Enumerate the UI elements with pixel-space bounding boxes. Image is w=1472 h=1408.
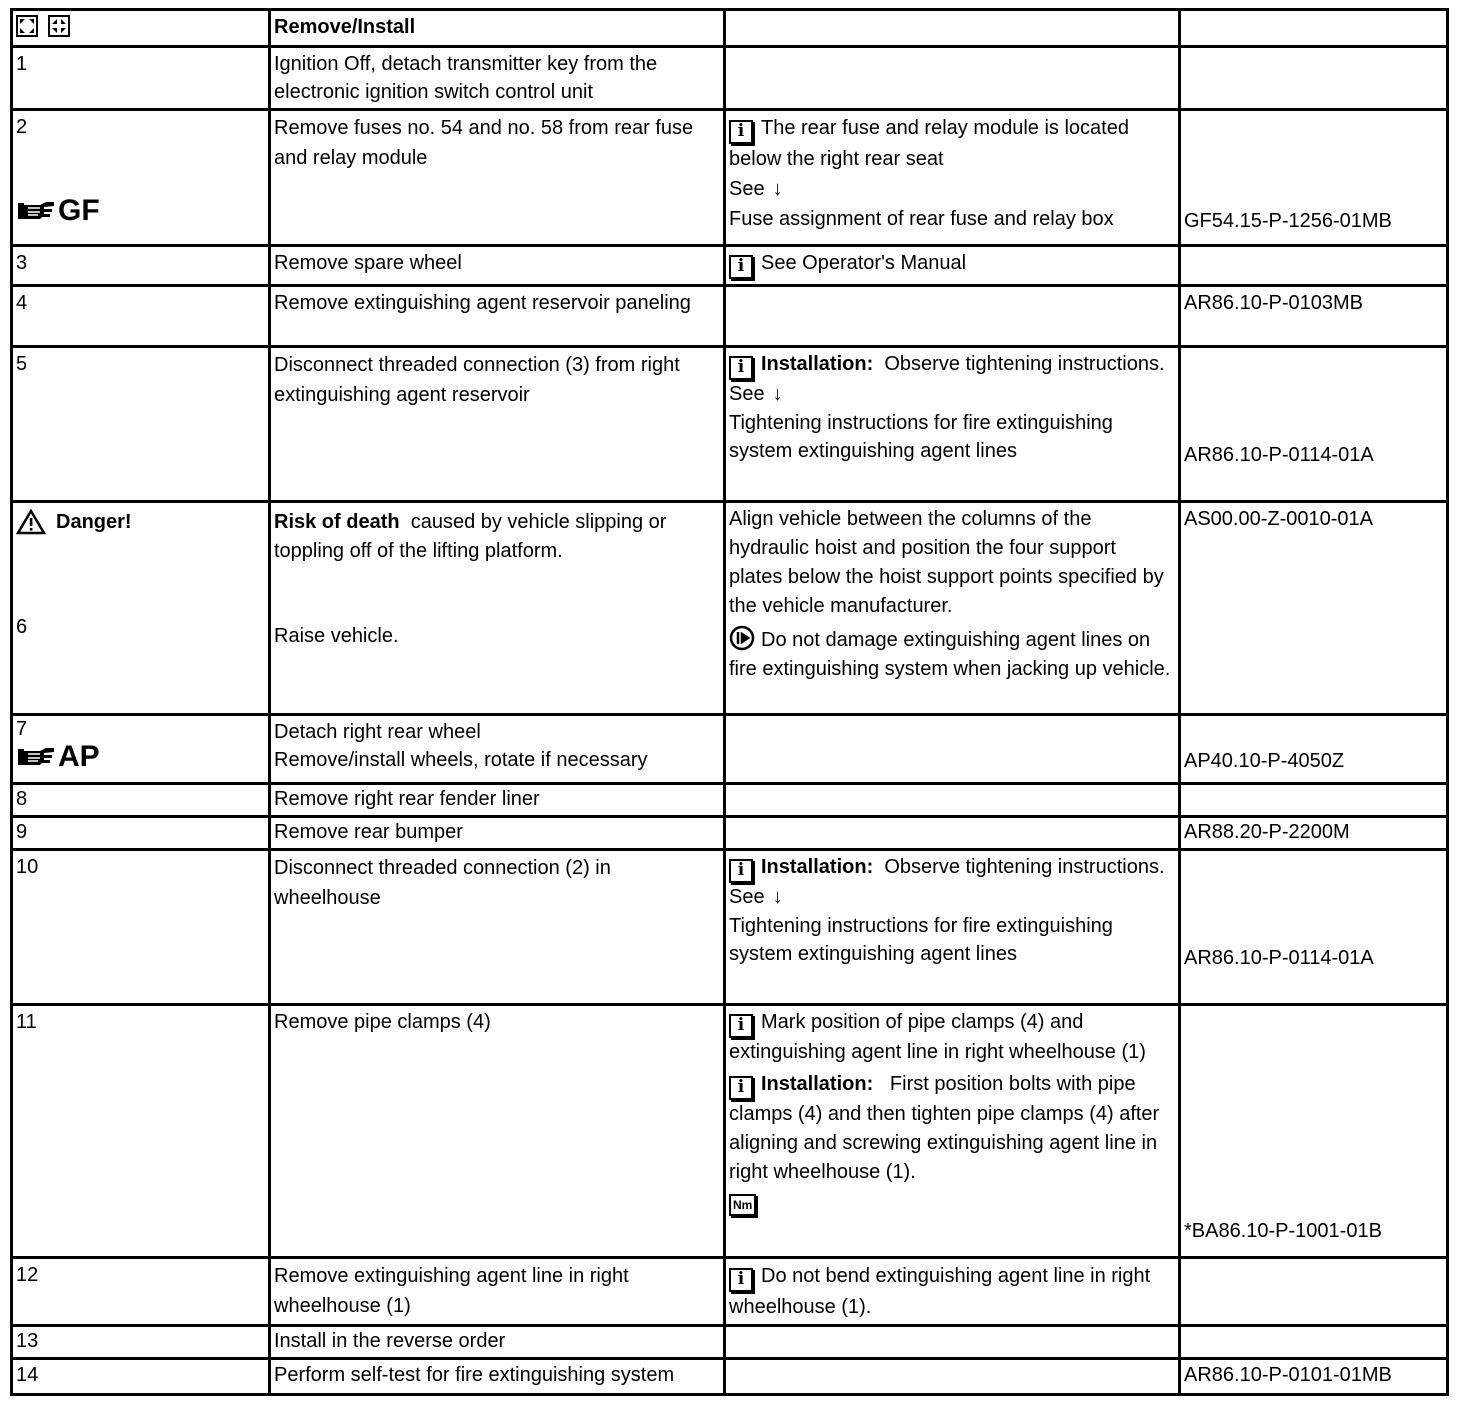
table-row xyxy=(12,110,1448,246)
step-action: Remove rear bumper xyxy=(270,817,725,850)
expand-icon[interactable] xyxy=(16,15,38,37)
step-number: 5 xyxy=(12,347,270,502)
danger-label: Danger! xyxy=(16,505,263,539)
table-row xyxy=(12,286,1448,347)
installation-label: Installation: xyxy=(761,856,874,878)
step-number: 13 xyxy=(12,1326,270,1359)
reference-link[interactable]: AR88.20-P-2200M xyxy=(1184,821,1350,843)
see-target-link[interactable]: Tightening instructions for fire extinguishing system extinguishing agent lines xyxy=(729,915,1113,965)
step-note: Observe tightening instructions. xyxy=(884,353,1165,375)
step-number: 1 xyxy=(12,47,270,110)
table-row xyxy=(12,1258,1448,1326)
risk-text: caused by vehicle slipping or toppling off of the lifting platform. xyxy=(274,511,667,562)
step-action: Remove extinguishing agent line in right wheelhouse (1) xyxy=(270,1258,725,1326)
reference-link[interactable]: GF54.15-P-1256-01MB xyxy=(1184,210,1392,232)
info-icon: i xyxy=(729,120,753,144)
see-arrow-icon: ↓ xyxy=(772,178,783,200)
step-number: 10 xyxy=(12,850,270,1005)
step-note-2: Do not damage extinguishing agent lines on fire extinguishing system when jacking up vehicle. xyxy=(729,629,1171,680)
step-action: Remove fuses no. 54 and no. 58 from rear fuse and relay module xyxy=(270,110,725,246)
step-action-link[interactable]: Remove/install wheels, rotate if necessary xyxy=(274,749,648,771)
see-target-link[interactable]: Tightening instructions for fire extinguishing system extinguishing agent lines xyxy=(729,412,1113,462)
step-note: Align vehicle between the columns of the hydraulic hoist and position the four support plates below the hoist support points specified by the vehicle manufacturer. xyxy=(729,508,1164,617)
info-icon: i xyxy=(729,1014,753,1038)
table-row xyxy=(12,817,1448,850)
step-note: Observe tightening instructions. xyxy=(884,856,1165,878)
info-icon: i xyxy=(729,859,753,883)
reference-link[interactable]: *BA86.10-P-1001-01B xyxy=(1184,1220,1382,1242)
reference-link[interactable]: AR86.10-P-0114-01A xyxy=(1184,947,1374,969)
table-row xyxy=(12,784,1448,817)
see-arrow-icon: ↓ xyxy=(772,886,783,908)
step-note: See Operator's Manual xyxy=(761,252,967,274)
step-action: Raise vehicle. xyxy=(274,625,399,647)
step-action: Install in the reverse order xyxy=(270,1326,725,1359)
step-number: 7 xyxy=(16,718,28,740)
step-action: Disconnect threaded connection (2) in wheelhouse xyxy=(270,850,725,1005)
reference-link[interactable]: AR86.10-P-0103MB xyxy=(1184,292,1363,314)
step-action: Remove spare wheel xyxy=(270,246,725,286)
step-number: 14 xyxy=(12,1359,270,1395)
risk-label: Risk of death xyxy=(274,511,400,533)
header-title: Remove/Install xyxy=(270,10,725,47)
see-label: See xyxy=(729,383,765,405)
table-row xyxy=(12,1326,1448,1359)
reference-link[interactable]: AR86.10-P-0101-01MB xyxy=(1184,1364,1392,1386)
step-number: 9 xyxy=(12,817,270,850)
warning-triangle-icon xyxy=(16,509,46,535)
step-note: The rear fuse and relay module is located below the right rear seat xyxy=(729,117,1129,170)
header-icons-cell xyxy=(12,10,270,47)
step-action: Detach right rear wheel xyxy=(274,721,481,743)
reference-link[interactable]: AR86.10-P-0114-01A xyxy=(1184,444,1374,466)
table-row xyxy=(12,47,1448,110)
step-number: 3 xyxy=(12,246,270,286)
step-number: 4 xyxy=(12,286,270,347)
see-target-link[interactable]: Fuse assignment of rear fuse and relay box xyxy=(729,208,1114,230)
pointing-hand-icon xyxy=(16,199,56,223)
installation-label: Installation: xyxy=(761,1073,874,1095)
table-row xyxy=(12,850,1448,1005)
table-row xyxy=(12,246,1448,286)
table-row xyxy=(12,1359,1448,1395)
info-icon: i xyxy=(729,356,753,380)
step-action: Remove pipe clamps (4) xyxy=(270,1005,725,1258)
step-number: 12 xyxy=(12,1258,270,1326)
collapse-icon[interactable] xyxy=(48,15,70,37)
installation-label: Installation: xyxy=(761,353,874,375)
notice-icon xyxy=(729,625,755,651)
step-action: Perform self-test for fire extinguishing system xyxy=(270,1359,725,1395)
see-label: See xyxy=(729,886,765,908)
reference-link[interactable]: AP40.10-P-4050Z xyxy=(1184,750,1345,772)
torque-nm-icon[interactable]: Nm xyxy=(729,1194,756,1216)
procedure-table xyxy=(10,8,1449,1396)
step-note-2: First position bolts with pipe clamps (4) and then tighten pipe clamps (4) after aligning and screwing extinguishing agent line in right wheelhouse (1). xyxy=(729,1073,1160,1183)
table-row xyxy=(12,715,1448,784)
see-label: See xyxy=(729,178,765,200)
table-header-row xyxy=(12,10,1448,47)
reference-link[interactable]: AS00.00-Z-0010-01A xyxy=(1184,508,1374,530)
step-note: Do not bend extinguishing agent line in right wheelhouse (1). xyxy=(729,1265,1151,1318)
info-icon: i xyxy=(729,1268,753,1292)
gf-reference-marker: GF xyxy=(16,194,263,228)
step-number: 6 xyxy=(16,616,28,638)
table-row xyxy=(12,347,1448,502)
table-row xyxy=(12,502,1448,715)
step-action: Ignition Off, detach transmitter key from the electronic ignition switch control unit xyxy=(270,47,725,110)
step-number: 8 xyxy=(12,784,270,817)
step-number: 11 xyxy=(12,1005,270,1258)
step-number: 2 xyxy=(16,116,28,138)
ap-reference-marker: AP xyxy=(16,740,263,774)
step-action: Remove extinguishing agent reservoir paneling xyxy=(270,286,725,347)
see-arrow-icon: ↓ xyxy=(772,383,783,405)
info-icon: i xyxy=(729,1076,753,1100)
step-action: Remove right rear fender liner xyxy=(270,784,725,817)
pointing-hand-icon xyxy=(16,745,56,769)
table-row xyxy=(12,1005,1448,1258)
step-note: Mark position of pipe clamps (4) and extinguishing agent line in right wheelhouse (1) xyxy=(729,1011,1146,1063)
info-icon: i xyxy=(729,255,753,279)
step-action: Disconnect threaded connection (3) from right extinguishing agent reservoir xyxy=(270,347,725,502)
